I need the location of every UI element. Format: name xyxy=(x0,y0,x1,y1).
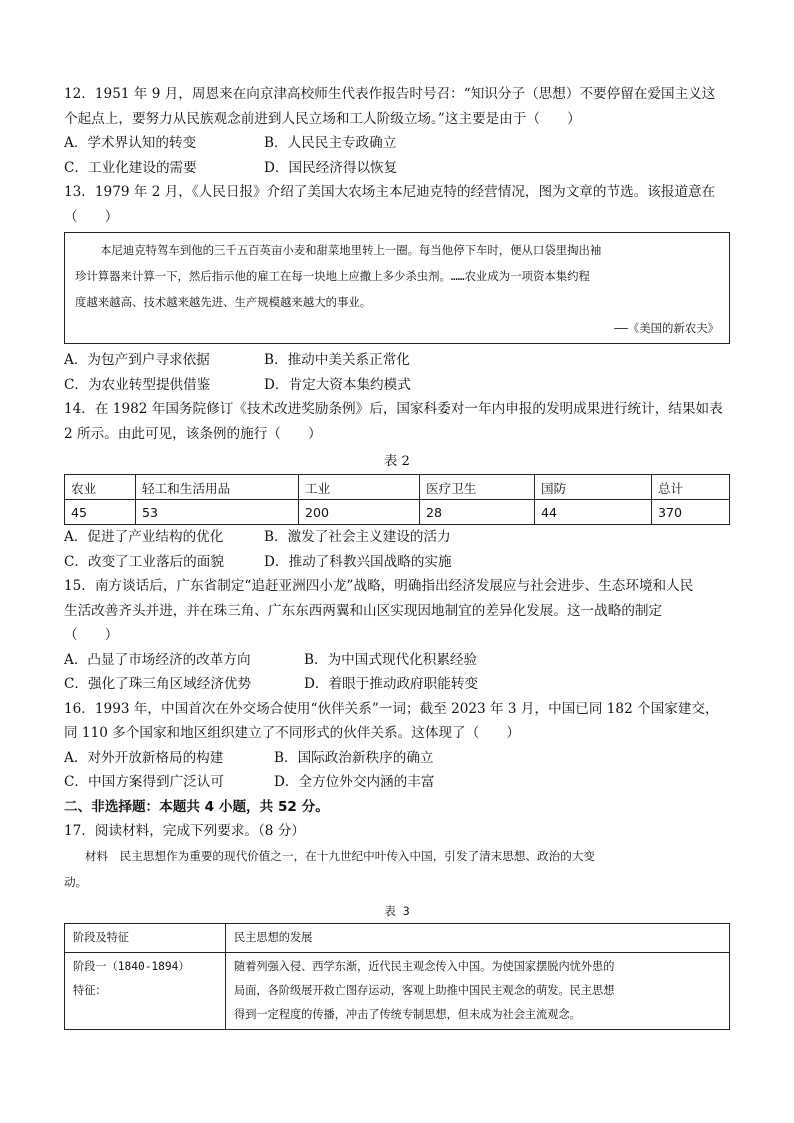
table-3 xyxy=(64,923,730,1030)
q12-options-ab xyxy=(64,131,730,156)
q16-option-c: C．中国方案得到广泛认可 xyxy=(64,774,224,790)
q13-option-a: A．为包产到户寻求依据 xyxy=(64,352,210,368)
exam-page xyxy=(64,82,730,1030)
q13-option-b: B．推动中美关系正常化 xyxy=(264,352,410,368)
q16-option-a: A．对外开放新格局的构建 xyxy=(64,749,224,766)
q14-options-ab xyxy=(64,525,730,550)
table-2-header-row xyxy=(65,475,730,500)
table-2-header-cell: 农业 xyxy=(65,475,136,500)
q15-option-b: B．为中国式现代化积累经验 xyxy=(304,651,478,668)
table-2-header-cell: 国防 xyxy=(535,475,652,500)
table-2-value-cell: 53 xyxy=(136,500,299,525)
q16-option-d: D．全方位外交内涵的丰富 xyxy=(274,774,435,790)
q15-options-cd xyxy=(64,672,730,697)
q16-options-cd xyxy=(64,770,730,795)
q16-options-ab xyxy=(64,746,730,771)
q16-option-b: B．国际政治新秩序的确立 xyxy=(274,749,434,766)
q13-quote-line-1: 本尼迪克特驾车到他的三千五百英亩小麦和甜菜地里转上一圈。每当他停下车时，便从口袋里掏出袖 xyxy=(100,243,602,257)
q14-options-cd xyxy=(64,550,730,575)
table-3-row xyxy=(65,953,730,1030)
table-3-caption: 表 3 xyxy=(384,904,410,918)
q13-option-d: D．肯定大资本集约模式 xyxy=(264,376,411,393)
table-2-value-cell: 45 xyxy=(65,500,136,525)
table-2-value-cell: 370 xyxy=(652,500,730,525)
table-2-header-cell: 医疗卫生 xyxy=(420,475,535,500)
table-2-header-cell: 轻工和生活用品 xyxy=(136,475,299,500)
q12-stem: 12．1951 年 9 月，周恩来在向京津高校师生代表作报告时号召：“知识分子（思想）不要停留在爱国主义这 个起点上，要努力从民族观念前进到人民立场和工人阶级立场。”这主要是由于（ ） xyxy=(64,86,716,127)
table-3-header-development: 民主思想的发展 xyxy=(226,924,730,953)
table-3-header-stage: 阶段及特征 xyxy=(65,924,226,953)
q13-quote-line-2: 珍计算器来计算一下，然后指示他的雇工在每一块地上应撒上多少杀虫剂。……农业成为一项资本集约程 xyxy=(75,269,590,283)
q13-stem: 13．1979 年 2 月，《人民日报》介绍了美国大农场主本尼迪克特的经营情况，图为文章的节选。该报道意在 （ ） xyxy=(64,184,716,225)
q12-option-c: C．工业化建设的需要 xyxy=(64,159,197,176)
question-13 xyxy=(64,180,730,397)
q12-option-b: B．人民民主专政确立 xyxy=(264,135,397,151)
q15-option-c: C．强化了珠三角区域经济优势 xyxy=(64,676,252,692)
q14-option-d: D．推动了科教兴国战略的实施 xyxy=(264,553,452,570)
q16-stem: 16．1993 年，中国首次在外交场合使用“伙伴关系”一词；截至 2023 年 3 月，中国已同 182 个国家建交， 同 110 多个国家和地区组织建立了不同形式的伙伴关系。这体现了（ ） xyxy=(64,700,719,741)
q12-options-cd xyxy=(64,156,730,181)
q14-stem: 14．在 1982 年国务院修订《技术改进奖励条例》后，国家科委对一年内申报的发明成果进行统计，结果如表 2 所示。由此可见，该条例的施行（ ） xyxy=(64,401,723,442)
q15-options-ab xyxy=(64,648,730,673)
table-2-caption: 表 2 xyxy=(384,454,410,469)
q13-quote-line-3: 度越来越高、技术越来越先进、生产规模越来越大的事业。 xyxy=(75,295,372,309)
q15-option-a: A．凸显了市场经济的改革方向 xyxy=(64,651,251,668)
question-15 xyxy=(64,574,730,697)
q12-option-a: A．学术界认知的转变 xyxy=(64,135,197,151)
q14-option-c: C．改变了工业落后的面貌 xyxy=(64,553,224,570)
q13-quote-source: ——《美国的新农夫》 xyxy=(614,321,719,335)
table-3-development-cell: 随着列强入侵、西学东渐，近代民主观念传入中国。为使国家摆脱内忧外患的 局面，各阶级展开救亡图存运动，客观上助推中国民主观念的萌发。民主思想 得到一定程度的传播，冲击了传统专制思想，但未成为社会主流观念。 xyxy=(226,953,730,1030)
table-3-header-row xyxy=(65,924,730,953)
q13-quote-box xyxy=(64,232,730,344)
table-2-value-cell: 28 xyxy=(420,500,535,525)
table-2 xyxy=(64,474,730,525)
q13-option-c: C．为农业转型提供借鉴 xyxy=(64,376,211,393)
q13-options-ab xyxy=(64,348,730,373)
question-17 xyxy=(64,819,730,1031)
table-3-stage-cell: 阶段一（1840-1894） 特征： xyxy=(65,953,226,1030)
table-2-header-cell: 总计 xyxy=(652,475,730,500)
q15-option-d: D．着眼于推动政府职能转变 xyxy=(304,676,479,692)
table-2-value-cell: 44 xyxy=(535,500,652,525)
table-2-value-row xyxy=(65,500,730,525)
q12-option-d: D．国民经济得以恢复 xyxy=(264,159,398,176)
question-14 xyxy=(64,397,730,574)
table-2-value-cell: 200 xyxy=(299,500,420,525)
question-16 xyxy=(64,697,730,795)
q14-option-a: A．促进了产业结构的优化 xyxy=(64,529,224,545)
q17-material: 材料 民主思想作为重要的现代价值之一，在十九世纪中叶传入中国，引发了清末思想、政治的大变 动。 xyxy=(64,849,596,889)
table-2-header-cell: 工业 xyxy=(299,475,420,500)
section-2-heading: 二、非选择题：本题共 4 小题，共 52 分。 xyxy=(64,798,329,815)
q13-options-cd xyxy=(64,373,730,398)
q15-stem: 15．南方谈话后，广东省制定“追赶亚洲四小龙”战略，明确指出经济发展应与社会进步、生态环境和人民 生活改善齐头并进，并在珠三角、广东东西两翼和山区实现因地制宜的差异化发展。这一战略的制定 （ ） xyxy=(64,578,694,643)
question-12 xyxy=(64,82,730,180)
q17-stem: 17．阅读材料，完成下列要求。（8 分） xyxy=(64,822,305,839)
q14-option-b: B．激发了社会主义建设的活力 xyxy=(264,529,451,545)
